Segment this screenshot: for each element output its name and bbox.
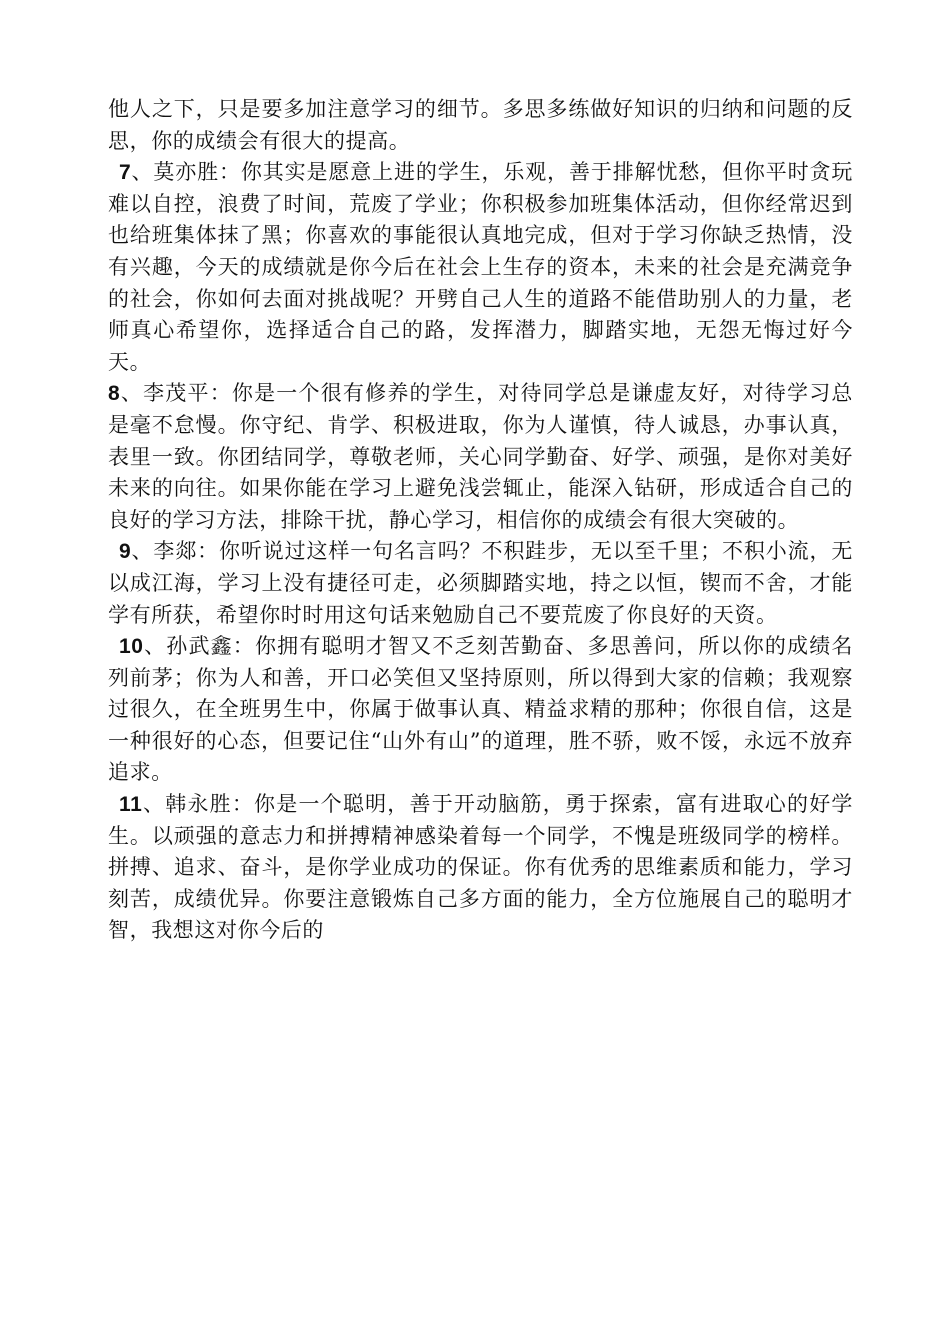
paragraph-text: 他人之下，只是要多加注意学习的细节。多思多练做好知识的归纳和问题的反思，你的成绩会有很大的提高。 [108,97,853,153]
item-number: 10 [119,635,144,659]
comment-paragraph-7 [108,157,853,378]
item-number: 7 [119,161,132,185]
paragraph-text: 、韩永胜：你是一个聪明，善于开动脑筋，勇于探索，富有进取心的好学生。以顽强的意志力和拼搏精神感染着每一个同学，不愧是班级同学的榜样。拼搏、追求、奋斗，是你学业成功的保证。你有优秀的思维素质和能力，学习刻苦，成绩优异。你要注意锻炼自己多方面的能力，全方位施展自己的聪明才智，我想这对你今后的 [108,792,853,943]
comment-paragraph-11 [108,789,853,947]
paragraph-text: 、李茂平：你是一个很有修养的学生，对待同学总是谦虚友好，对待学习总是毫不怠慢。你守纪、肯学、积极进取，你为人谨慎，待人诚恳，办事认真，表里一致。你团结同学，尊敬老师，关心同学勤奋、好学、顽强，是你对美好未来的向往。如果你能在学习上避免浅尝辄止，能深入钻研，形成适合自己的良好的学习方法，排除干扰，静心学习，相信你的成绩会有很大突破的。 [108,381,853,532]
comment-paragraph-10 [108,631,853,789]
item-number: 8 [108,382,121,406]
paragraph-text: 、李郯：你听说过这样一句名言吗？不积跬步，无以至千里；不积小流，无以成江海，学习上没有捷径可走，必须脚踏实地，持之以恒，锲而不舍，才能学有所获，希望你时时用这句话来勉励自己不要荒废了你良好的天资。 [108,539,853,627]
paragraph-text: 、莫亦胜：你其实是愿意上进的学生，乐观，善于排解忧愁，但你平时贪玩难以自控，浪费了时间，荒废了学业；你积极参加班集体活动，但你经常迟到也给班集体抹了黑；你喜欢的事能很认真地完成，但对于学习你缺乏热情，没有兴趣，今天的成绩就是你今后在社会上生存的资本，未来的社会是充满竞争的社会，你如何去面对挑战呢？开劈自己人生的道路不能借助别人的力量，老师真心希望你，选择适合自己的路，发挥潜力，脚踏实地，无怨无悔过好今天。 [108,160,853,374]
document-body [108,94,853,947]
comment-paragraph-8 [108,378,853,536]
item-number: 9 [119,540,132,564]
paragraph-text: 、孙武鑫：你拥有聪明才智又不乏刻苦勤奋、多思善问，所以你的成绩名列前茅；你为人和善，开口必笑但又坚持原则，所以得到大家的信赖；我观察过很久，在全班男生中，你属于做事认真、精益求精的那种；你很自信，这是一种很好的心态，但要记住“山外有山”的道理，胜不骄，败不馁，永远不放弃追求。 [108,634,853,785]
comment-paragraph-9 [108,536,853,631]
item-number: 11 [119,793,143,817]
paragraph-continuation [108,94,853,157]
